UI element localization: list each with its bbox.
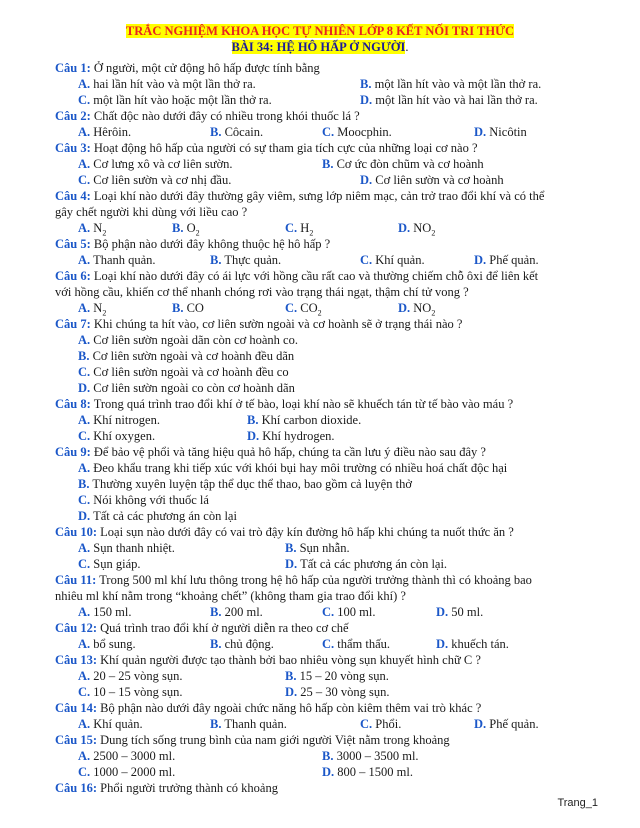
options-row [0, 332, 640, 348]
subscript: 2 [431, 308, 436, 318]
options-row [0, 476, 640, 492]
option-text: chủ động. [224, 637, 274, 651]
options-row [0, 428, 640, 444]
option [78, 428, 155, 444]
option [78, 540, 175, 556]
option-letter: D. [322, 765, 335, 779]
document-title-text: TRẮC NGHIỆM KHOA HỌC TỰ NHIÊN LỚP 8 KẾT NỐI TRI THỨC [125, 24, 515, 38]
question-5 [0, 236, 640, 252]
question-text: Loại sụn nào dưới đây có vai trò đậy kín đường hô hấp khi chúng ta nuốt thức ăn ? [100, 525, 514, 539]
question-label: Câu 14: [55, 701, 98, 715]
option-letter: C. [285, 221, 298, 235]
option-text: 3000 – 3500 ml. [336, 749, 419, 763]
question-label: Câu 8: [55, 397, 91, 411]
option-text: Nói không với thuốc lá [93, 493, 209, 507]
option-text: Cơ liên sườn ngoài và cơ hoành đều dãn [92, 349, 295, 363]
option [474, 124, 527, 140]
option-text: Thực quản. [224, 253, 282, 267]
question-9 [0, 444, 640, 460]
lesson-title-text: BÀI 34: HỆ HÔ HẤP Ở NGƯỜI [231, 40, 406, 54]
option [285, 220, 313, 236]
option [78, 380, 295, 396]
question-text: Trong 500 ml khí lưu thông trong hệ hô hấp của người trưởng thành thì có khoảng bao [99, 573, 532, 587]
question-label: Câu 6: [55, 269, 91, 283]
option-text: Phế quản. [489, 253, 539, 267]
option-text: Cơ ức đòn chũm và cơ hoành [336, 157, 484, 171]
option-text: O [186, 221, 196, 235]
option [78, 636, 136, 652]
question-8 [0, 396, 640, 412]
option-text: bổ sung. [93, 637, 136, 651]
options-row [0, 716, 640, 732]
question-label: Câu 7: [55, 317, 91, 331]
option-letter: D. [247, 429, 260, 443]
option-text: CO [300, 301, 318, 315]
option [436, 604, 483, 620]
option-text: H [300, 221, 310, 235]
option-letter: A. [78, 221, 91, 235]
option-text: Sụn thanh nhiệt. [93, 541, 175, 555]
question-text: Chất độc nào dưới đây có nhiều trong khói thuốc lá ? [93, 109, 360, 123]
option [78, 460, 507, 476]
option-letter: C. [78, 365, 91, 379]
option [78, 300, 106, 316]
option-text: khuếch tán. [451, 637, 509, 651]
options-row [0, 540, 640, 556]
option-text: Khí quản. [375, 253, 425, 267]
question-text: Ở người, một cử động hô hấp được tính bằng [93, 61, 320, 75]
option-text: Sụn giáp. [93, 557, 141, 571]
option-text: 15 – 20 vòng sụn. [299, 669, 389, 683]
options-row [0, 124, 640, 140]
question-text: Bộ phận nào dưới đây ngoài chức năng hô hấp còn kiêm thêm vai trò khác ? [100, 701, 482, 715]
option-text: 10 – 15 vòng sụn. [93, 685, 183, 699]
option-text: 200 ml. [224, 605, 263, 619]
option-letter: D. [436, 605, 449, 619]
option-text: Phổi. [375, 717, 402, 731]
option-text: Khí oxygen. [93, 429, 156, 443]
option [78, 764, 175, 780]
question-4-cont [0, 204, 640, 220]
option-letter: B. [172, 301, 184, 315]
option-letter: D. [285, 557, 298, 571]
option [210, 604, 263, 620]
option [322, 636, 390, 652]
option-letter: D. [474, 253, 487, 267]
option [210, 252, 281, 268]
question-text: Loại khí nào dưới đây có ái lực với hồng cầu rất cao và thường chiếm chỗ ôxi để liên kết [93, 269, 539, 283]
question-label: Câu 3: [55, 141, 91, 155]
option-text: 50 ml. [451, 605, 484, 619]
option-text: Côcain. [224, 125, 264, 139]
option-letter: A. [78, 333, 91, 347]
options-row [0, 380, 640, 396]
option-letter: B. [78, 349, 90, 363]
question-text: Phổi người trưởng thành có khoảng [100, 781, 278, 795]
option-letter: D. [436, 637, 449, 651]
question-13 [0, 652, 640, 668]
option-letter: A. [78, 125, 91, 139]
option-letter: A. [78, 605, 91, 619]
lesson-title-dot: . [405, 40, 409, 54]
question-text-cont: nhiêu ml khí nằm trong “khoảng chết” (không tham gia trao đổi khí) ? [55, 589, 406, 603]
option-letter: C. [78, 765, 91, 779]
option-letter: C. [78, 429, 91, 443]
option-text: 1000 – 2000 ml. [93, 765, 176, 779]
option-letter: B. [172, 221, 184, 235]
lesson-title [0, 40, 640, 55]
option-letter: B. [210, 253, 222, 267]
question-text-cont: gây chết người khi dùng với liều cao ? [55, 205, 248, 219]
option [285, 540, 350, 556]
option [78, 172, 231, 188]
option-text: Khí hydrogen. [262, 429, 335, 443]
option-letter: C. [285, 301, 298, 315]
option [78, 364, 289, 380]
option-letter: B. [360, 77, 372, 91]
options-row [0, 300, 640, 316]
option-text: Phế quản. [489, 717, 539, 731]
option [360, 76, 541, 92]
question-label: Câu 1: [55, 61, 91, 75]
option [78, 716, 143, 732]
options-row [0, 604, 640, 620]
option-text: Cơ liên sườn ngoài dãn còn cơ hoành co. [93, 333, 298, 347]
question-11 [0, 572, 640, 588]
option-text: 2500 – 3000 ml. [93, 749, 176, 763]
options-row [0, 220, 640, 236]
question-11-cont [0, 588, 640, 604]
option-text: Cơ liên sườn và cơ hoành [375, 173, 504, 187]
option-letter: A. [78, 253, 91, 267]
option [210, 636, 274, 652]
option-letter: C. [78, 557, 91, 571]
option [78, 124, 131, 140]
question-text: Khi chúng ta hít vào, cơ liên sườn ngoài và cơ hoành sẽ ở trạng thái nào ? [93, 317, 463, 331]
option-letter: C. [322, 637, 335, 651]
question-label: Câu 16: [55, 781, 98, 795]
page-number: Trang_1 [557, 797, 598, 809]
option-text: N [93, 221, 103, 235]
option [78, 748, 175, 764]
option-letter: B. [247, 413, 259, 427]
subscript: 2 [309, 228, 314, 238]
option-letter: A. [78, 461, 91, 475]
option [78, 412, 160, 428]
question-text: Hoạt động hô hấp của người có sự tham gia tích cực của những loại cơ nào ? [93, 141, 478, 155]
option-text: Đeo khẩu trang khi tiếp xúc với khói bụi hay môi trường có nhiều hoá chất độc hại [93, 461, 508, 475]
option [322, 156, 484, 172]
option-text: 150 ml. [93, 605, 132, 619]
option-text: CO [186, 301, 204, 315]
option [285, 684, 390, 700]
question-label: Câu 9: [55, 445, 91, 459]
options-row [0, 636, 640, 652]
option-text: Tất cả các phương án còn lại. [300, 557, 448, 571]
question-15 [0, 732, 640, 748]
option-text: 20 – 25 vòng sụn. [93, 669, 183, 683]
option-letter: B. [210, 637, 222, 651]
option-letter: C. [360, 717, 373, 731]
option-letter: A. [78, 541, 91, 555]
option-text: Cơ liên sườn ngoài và cơ hoành đều co [93, 365, 289, 379]
options-row [0, 460, 640, 476]
question-12 [0, 620, 640, 636]
option-letter: B. [285, 669, 297, 683]
options-row [0, 556, 640, 572]
option-text: Khí carbon dioxide. [261, 413, 362, 427]
option-text: 25 – 30 vòng sụn. [300, 685, 390, 699]
option-text: một lần hít vào và một lần thở ra. [374, 77, 542, 91]
option-text: Khí quản. [93, 717, 143, 731]
option-text: NO [413, 221, 432, 235]
option-letter: D. [360, 93, 373, 107]
option [474, 252, 539, 268]
option-letter: B. [285, 541, 297, 555]
option [322, 124, 392, 140]
question-label: Câu 12: [55, 621, 98, 635]
option [78, 668, 183, 684]
options-row [0, 668, 640, 684]
option-text: Sụn nhẫn. [299, 541, 350, 555]
option [172, 220, 200, 236]
question-3 [0, 140, 640, 156]
option-letter: B. [210, 717, 222, 731]
options-row [0, 156, 640, 172]
option-text: Moocphin. [337, 125, 392, 139]
options-row [0, 412, 640, 428]
option [285, 668, 389, 684]
question-text: Trong quá trình trao đổi khí ở tế bào, loại khí nào sẽ khuếch tán từ tế bào vào máu ? [93, 397, 514, 411]
option [360, 716, 401, 732]
option [210, 716, 287, 732]
option-text: một lần hít vào và hai lần thở ra. [375, 93, 538, 107]
question-text: Để bảo vệ phổi và tăng hiệu quả hô hấp, chúng ta cần lưu ý điều nào sau đây ? [93, 445, 486, 459]
option-letter: A. [78, 637, 91, 651]
option [247, 428, 335, 444]
option [78, 76, 256, 92]
option [78, 220, 106, 236]
option-text: Cơ liên sườn ngoài co còn cơ hoành dãn [93, 381, 295, 395]
question-text-cont: với hồng cầu, khiến cơ thể nhanh chóng rơi vào trạng thái ngạt, thậm chí tử vong ? [55, 285, 469, 299]
option [78, 252, 156, 268]
option-text: Tất cả các phương án còn lại [93, 509, 237, 523]
options-row [0, 508, 640, 524]
question-16 [0, 780, 640, 796]
option-letter: C. [78, 685, 91, 699]
subscript: 2 [102, 228, 107, 238]
option-text: Thường xuyên luyện tập thể dục thể thao, bao gồm cả luyện thở [92, 477, 412, 491]
option-letter: D. [398, 221, 411, 235]
option [78, 92, 272, 108]
option-letter: B. [322, 157, 334, 171]
option-letter: B. [210, 125, 222, 139]
option-text: Nicôtin [489, 125, 527, 139]
option-letter: A. [78, 717, 91, 731]
option-letter: C. [322, 125, 335, 139]
option-letter: C. [360, 253, 373, 267]
option-letter: A. [78, 157, 91, 171]
option-letter: B. [210, 605, 222, 619]
question-1 [0, 60, 640, 76]
question-14 [0, 700, 640, 716]
options-row [0, 684, 640, 700]
option-text: Cơ lưng xô và cơ liên sườn. [93, 157, 233, 171]
question-label: Câu 10: [55, 525, 98, 539]
question-label: Câu 2: [55, 109, 91, 123]
option-letter: D. [78, 509, 91, 523]
option-text: NO [413, 301, 432, 315]
options-row [0, 748, 640, 764]
option [474, 716, 539, 732]
option-text: Thanh quản. [93, 253, 156, 267]
option-text: 100 ml. [337, 605, 376, 619]
option [78, 604, 131, 620]
options-row [0, 92, 640, 108]
question-6-cont [0, 284, 640, 300]
subscript: 2 [317, 308, 322, 318]
question-7 [0, 316, 640, 332]
option [285, 556, 447, 572]
option [436, 636, 509, 652]
option [78, 556, 141, 572]
option [247, 412, 361, 428]
option-letter: C. [78, 493, 91, 507]
option-text: thẩm thấu. [337, 637, 391, 651]
option-letter: A. [78, 413, 91, 427]
option [360, 252, 425, 268]
document-title [0, 24, 640, 39]
option-letter: A. [78, 301, 91, 315]
option-text: một lần hít vào hoặc một lần thở ra. [93, 93, 272, 107]
option-letter: D. [398, 301, 411, 315]
option [285, 300, 322, 316]
option-letter: C. [78, 93, 91, 107]
option-text: Cơ liên sườn và cơ nhị đầu. [93, 173, 232, 187]
option [78, 156, 233, 172]
options-row [0, 492, 640, 508]
option-letter: D. [360, 173, 373, 187]
question-label: Câu 15: [55, 733, 98, 747]
option [360, 92, 538, 108]
option [172, 300, 204, 316]
option-letter: A. [78, 749, 91, 763]
option-letter: A. [78, 669, 91, 683]
option-letter: C. [322, 605, 335, 619]
question-4 [0, 188, 640, 204]
subscript: 2 [195, 228, 200, 238]
question-2 [0, 108, 640, 124]
question-text: Loại khí nào dưới đây thường gây viêm, sưng lớp niêm mạc, cản trở trao đổi khí và có thể [93, 189, 545, 203]
option [360, 172, 504, 188]
option-letter: C. [78, 173, 91, 187]
option [78, 684, 183, 700]
question-label: Câu 13: [55, 653, 98, 667]
option [78, 332, 298, 348]
options-row [0, 364, 640, 380]
question-label: Câu 4: [55, 189, 91, 203]
option [78, 492, 209, 508]
option [210, 124, 263, 140]
option-text: Thanh quản. [224, 717, 287, 731]
option [398, 220, 435, 236]
option [78, 348, 294, 364]
option-letter: D. [474, 717, 487, 731]
option [78, 476, 412, 492]
question-label: Câu 11: [55, 573, 97, 587]
option-text: hai lần hít vào và một lần thở ra. [93, 77, 256, 91]
options-row [0, 172, 640, 188]
option [322, 748, 419, 764]
question-10 [0, 524, 640, 540]
option-letter: D. [474, 125, 487, 139]
question-6 [0, 268, 640, 284]
options-row [0, 764, 640, 780]
option [322, 764, 413, 780]
option-text: Hêrôin. [93, 125, 132, 139]
question-text: Bộ phận nào dưới đây không thuộc hệ hô hấp ? [93, 237, 331, 251]
question-text: Quá trình trao đổi khí ở người diễn ra theo cơ chế [100, 621, 349, 635]
question-text: Khí quản người được tạo thành bởi bao nhiêu vòng sụn khuyết hình chữ C ? [100, 653, 481, 667]
options-row [0, 76, 640, 92]
option [322, 604, 375, 620]
option-letter: D. [78, 381, 91, 395]
option-letter: B. [78, 477, 90, 491]
question-text: Dung tích sống trung bình của nam giới người Việt nằm trong khoảng [100, 733, 450, 747]
option-text: Khí nitrogen. [93, 413, 160, 427]
subscript: 2 [431, 228, 436, 238]
option-letter: A. [78, 77, 91, 91]
question-label: Câu 5: [55, 237, 91, 251]
option-text: N [93, 301, 103, 315]
options-row [0, 348, 640, 364]
subscript: 2 [102, 308, 107, 318]
option-letter: D. [285, 685, 298, 699]
option [78, 508, 237, 524]
option-text: 800 – 1500 ml. [337, 765, 413, 779]
options-row [0, 252, 640, 268]
option-letter: B. [322, 749, 334, 763]
option [398, 300, 435, 316]
